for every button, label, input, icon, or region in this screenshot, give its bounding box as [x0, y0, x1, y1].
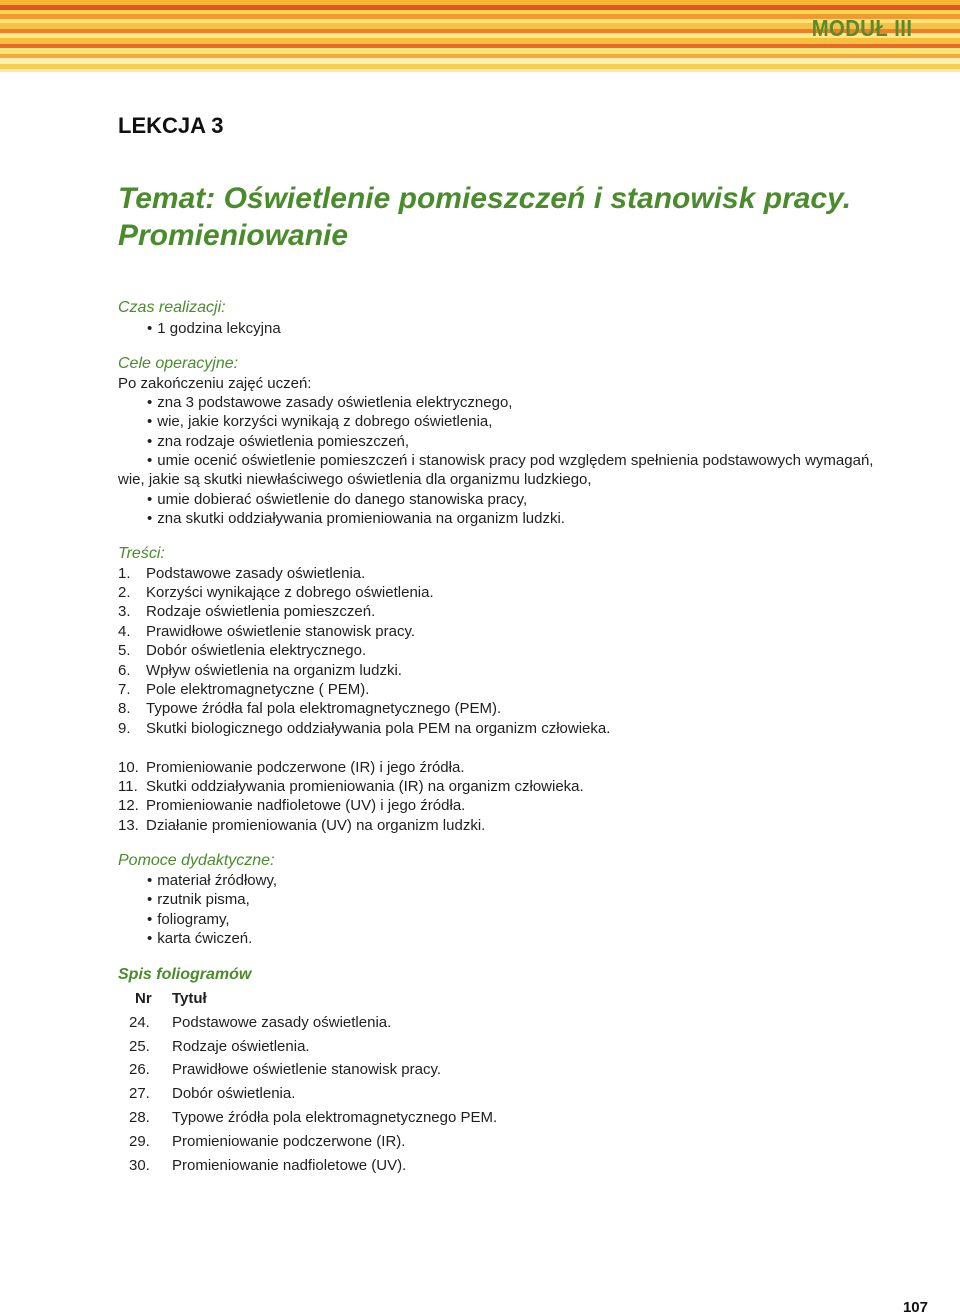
content-item: 13. Działanie promieniowania (UV) na organizm ludzki. — [118, 817, 486, 834]
content-item: 8. Typowe źródła fal pola elektromagnetycznego (PEM). — [118, 700, 502, 717]
content-item: 6. Wpływ oświetlenia na organizm ludzki. — [118, 662, 402, 679]
table-row-nr: 27. — [129, 1085, 150, 1102]
section-heading-contents: Treści: — [118, 545, 165, 562]
content-item: 10. Promieniowanie podczerwone (IR) i jego źródła. — [118, 759, 465, 776]
page-title — [118, 180, 918, 254]
list-item: • wie, jakie korzyści wynikają z dobrego oświetlenia, — [147, 413, 492, 430]
objectives-intro: Po zakończeniu zajęć uczeń: — [118, 375, 312, 392]
content-item: 9. Skutki biologicznego oddziaływania pola PEM na organizm człowieka. — [118, 720, 611, 737]
section-heading-objectives: Cele operacyjne: — [118, 355, 239, 372]
module-label: MODUŁ III — [811, 15, 912, 41]
page-number: 107 — [902, 1299, 928, 1316]
table-row-title: Promieniowanie nadfioletowe (UV). — [172, 1157, 407, 1174]
title-line-2: Promieniowanie — [118, 219, 349, 252]
content-item: 12. Promieniowanie nadfioletowe (UV) i jego źródła. — [118, 797, 466, 814]
content-item: 11. Skutki oddziaływania promieniowania (IR) na organizm człowieka. — [118, 778, 584, 795]
list-item: • materiał źródłowy, — [147, 872, 277, 889]
table-row-nr: 25. — [129, 1038, 150, 1055]
table-row-nr: 29. — [129, 1133, 150, 1150]
table-row-title: Prawidłowe oświetlenie stanowisk pracy. — [172, 1061, 442, 1078]
list-item: wie, jakie są skutki niewłaściwego oświetlenia dla organizmu ludzkiego, — [118, 471, 592, 488]
header-decoration — [0, 0, 960, 72]
section-heading-aids: Pomoce dydaktyczne: — [118, 852, 275, 869]
list-item: • zna skutki oddziaływania promieniowania na organizm ludzki. — [147, 510, 565, 527]
content-item: 3. Rodzaje oświetlenia pomieszczeń. — [118, 603, 376, 620]
table-row-title: Typowe źródła pola elektromagnetycznego PEM. — [172, 1109, 498, 1126]
list-item: • zna rodzaje oświetlenia pomieszczeń, — [147, 433, 409, 450]
column-header-nr: Nr — [135, 990, 152, 1007]
list-item: • foliogramy, — [147, 911, 230, 928]
table-row-title: Rodzaje oświetlenia. — [172, 1038, 310, 1055]
list-item: • umie dobierać oświetlenie do danego stanowiska pracy, — [147, 491, 527, 508]
table-row-nr: 26. — [129, 1061, 150, 1078]
table-row-title: Dobór oświetlenia. — [172, 1085, 296, 1102]
table-row-nr: 28. — [129, 1109, 150, 1126]
list-item: • zna 3 podstawowe zasady oświetlenia elektrycznego, — [147, 394, 512, 411]
table-row-nr: 24. — [129, 1014, 150, 1031]
list-item: • umie ocenić oświetlenie pomieszczeń i stanowisk pracy pod względem spełnienia podstawowych wymagań, — [147, 452, 873, 469]
section-heading-time: Czas realizacji: — [118, 299, 226, 316]
content-item: 7. Pole elektromagnetyczne ( PEM). — [118, 681, 370, 698]
table-row-title: Podstawowe zasady oświetlenia. — [172, 1014, 392, 1031]
content-item: 2. Korzyści wynikające z dobrego oświetlenia. — [118, 584, 434, 601]
column-header-title: Tytuł — [172, 990, 207, 1007]
content-item: 4. Prawidłowe oświetlenie stanowisk pracy. — [118, 623, 416, 640]
list-item: • 1 godzina lekcyjna — [147, 320, 281, 337]
lesson-label: LEKCJA 3 — [118, 113, 224, 138]
table-row-title: Promieniowanie podczerwone (IR). — [172, 1133, 406, 1150]
title-line-1: Temat: Oświetlenie pomieszczeń i stanowisk pracy. — [118, 182, 852, 215]
section-heading-transparencies: Spis foliogramów — [118, 966, 252, 983]
content-item: 1. Podstawowe zasady oświetlenia. — [118, 565, 366, 582]
list-item: • rzutnik pisma, — [147, 891, 250, 908]
content-item: 5. Dobór oświetlenia elektrycznego. — [118, 642, 367, 659]
table-row-nr: 30. — [129, 1157, 150, 1174]
list-item: • karta ćwiczeń. — [147, 930, 252, 947]
